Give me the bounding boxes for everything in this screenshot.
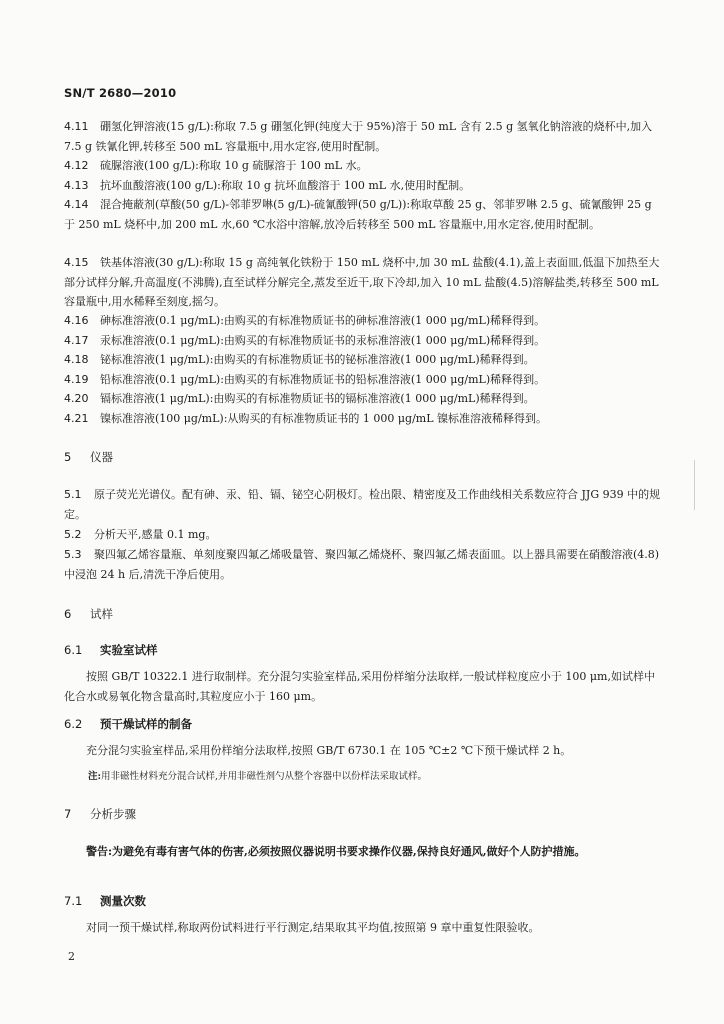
subsection-heading-measurement-count: 7.1 测量次数 bbox=[64, 894, 146, 908]
instrument-item: 5.2 分析天平,感量 0.1 mg。 bbox=[64, 528, 217, 541]
scan-edge-mark bbox=[694, 460, 695, 510]
list-item: 4.19 铅标准溶液(0.1 μg/mL):由购买的有标准物质证书的铅标准溶液(1 000 μg/mL)稀释得到。 bbox=[64, 372, 546, 386]
predried-sample-paragraph: 充分混匀实验室样品,采用份样缩分法取样,按照 GB/T 6730.1 在 105 ℃±2 ℃下预干燥试样 2 h。 bbox=[86, 744, 572, 757]
section-heading-sample: 6 试样 bbox=[64, 607, 113, 621]
section-heading-instruments: 5 仪器 bbox=[64, 450, 113, 464]
list-item: 4.18 铋标准溶液(1 μg/mL):由购买的有标准物质证书的铋标准溶液(1 000 μg/mL)稀释得到。 bbox=[64, 353, 535, 366]
standard-code-header: SN/T 2680—2010 bbox=[64, 86, 177, 100]
list-item: 4.21 镍标准溶液(100 μg/mL):从购买的有标准物质证书的 1 000 μg/mL 镍标准溶液稀释得到。 bbox=[64, 411, 548, 425]
page-number: 2 bbox=[68, 950, 75, 963]
list-item: 4.13 抗坏血酸溶液(100 g/L):称取 10 g 抗坏血酸溶于 100 mL 水,使用时配制。 bbox=[64, 178, 471, 192]
subsection-heading-predried-sample: 6.2 预干燥试样的制备 bbox=[64, 717, 192, 731]
measurement-count-paragraph: 对同一预干燥试样,称取两份试料进行平行测定,结果取其平均值,按照第 9 章中重复性限验收。 bbox=[86, 921, 540, 934]
lab-sample-paragraph: 按照 GB/T 10322.1 进行取制样。充分混匀实验室样品,采用份样缩分法取样,一般试样粒度应小于 100 μm,如试样中化合水或易氧化物含量高时,其粒度应小于 160 μm。 bbox=[64, 670, 655, 703]
note: 注:用非磁性材料充分混合试样,并用非磁性剂勺从整个容器中以份样法采取试样。 bbox=[88, 771, 428, 782]
list-item: 4.20 镉标准溶液(1 μg/mL):由购买的有标准物质证书的镉标准溶液(1 000 μg/mL)稀释得到。 bbox=[64, 392, 535, 405]
list-item: 4.12 硫脲溶液(100 g/L):称取 10 g 硫脲溶于 100 mL 水。 bbox=[64, 159, 368, 172]
subsection-heading-lab-sample: 6.1 实验室试样 bbox=[64, 643, 158, 657]
list-item: 4.16 砷标准溶液(0.1 μg/mL):由购买的有标准物质证书的砷标准溶液(1 000 μg/mL)稀释得到。 bbox=[64, 314, 546, 327]
list-item: 4.17 汞标准溶液(0.1 μg/mL):由购买的有标准物质证书的汞标准溶液(1 000 μg/mL)稀释得到。 bbox=[64, 333, 546, 347]
warning-paragraph: 警告:为避免有毒有害气体的伤害,必须按照仪器说明书要求操作仪器,保持良好通风,做好个人防护措施。 bbox=[86, 845, 586, 858]
instrument-item: 5.1 原子荧光光谱仪。配有砷、汞、铅、镉、铋空心阴极灯。检出限、精密度及工作曲线相关系数应符合 JJG 939 中的规定。 bbox=[64, 488, 661, 521]
reagent-list bbox=[64, 117, 664, 428]
instrument-item: 5.3 聚四氟乙烯容量瓶、单刻度聚四氟乙烯吸量管、聚四氟乙烯烧杯、聚四氟乙烯表面皿。以上器具需要在硝酸溶液(4.8)中浸泡 24 h 后,清洗干净后使用。 bbox=[64, 548, 660, 581]
section-heading-analysis-procedure: 7 分析步骤 bbox=[64, 807, 136, 821]
list-item: 4.14 混合掩蔽剂(草酸(50 g/L)-邻菲罗啉(5 g/L)-硫氰酸钾(50 g/L)):称取草酸 25 g、邻菲罗啉 2.5 g、硫氰酸钾 25 g 于 250 mL 烧杯中,加 200 mL 水,60 ℃水浴中溶解,放冷后转移至 500 mL 容量瓶中,用水定容,使用时配制。 bbox=[64, 198, 652, 231]
list-item: 4.15 铁基体溶液(30 g/L):称取 15 g 高纯氧化铁粉于 150 mL 烧杯中,加 30 mL 盐酸(4.1),盖上表面皿,低温下加热至大部分试样分解,升高温度(不沸腾),直至试样分解完全,蒸发至近干,取下冷却,加入 10 mL 盐酸(4.5)溶解盐类,转移至 500 mL 容量瓶中,用水稀释至刻度,摇匀。 bbox=[64, 256, 660, 308]
list-item: 4.11 硼氢化钾溶液(15 g/L):称取 7.5 g 硼氢化钾(纯度大于 95%)溶于 50 mL 含有 2.5 g 氢氧化钠溶液的烧杯中,加入 7.5 g 铁氰化钾,转移至 500 mL 容量瓶中,用水定容,使用时配制。 bbox=[64, 120, 653, 153]
